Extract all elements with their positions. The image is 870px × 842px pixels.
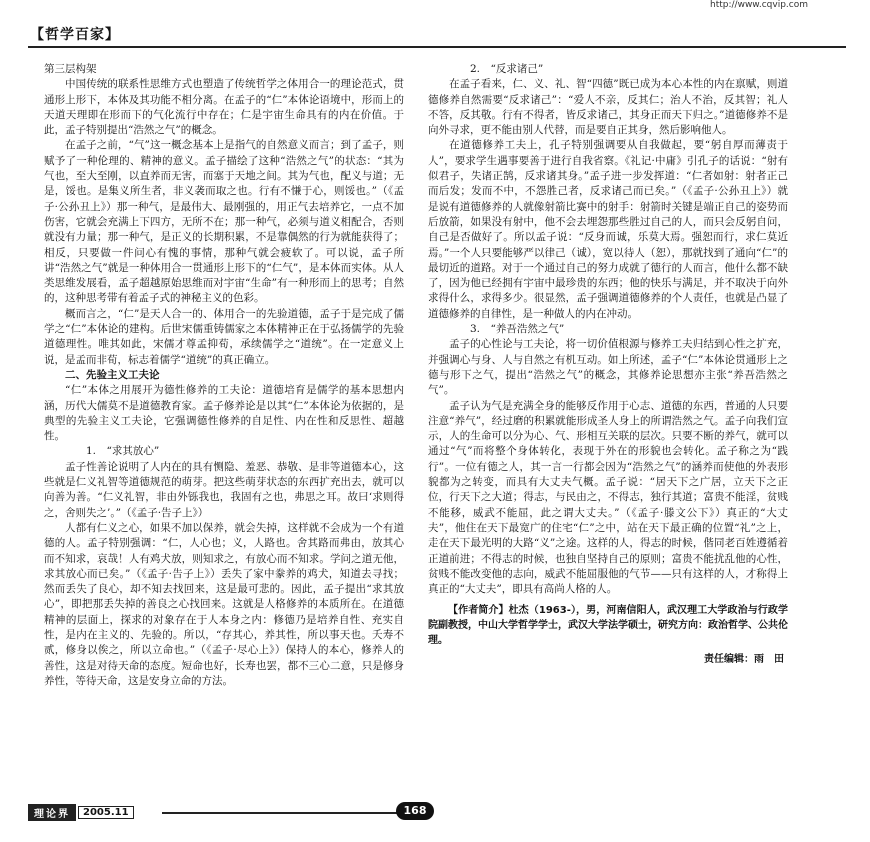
paragraph: 孟子的心性论与工夫论，将一切价值根源与修养工夫归结到心性之扩充，并强调心与身、人与自然之有机互动。如上所述，孟子“仁”本体论贯通形上之德与形下之气，提出“浩然之气”的概念，其修养论思想亦主张“养吾浩然之气”。 <box>428 338 788 397</box>
paragraph: “仁”本体之用展开为德性修养的工夫论：道德培育是儒学的基本思想内涵，历代大儒莫不是道德教育家。孟子修养论是以其“仁”本体论为依据的，是典型的先验主义工夫论，它强调德性修养的自足性、内在性和反思性、超越性。 <box>44 384 404 443</box>
author-note: 【作者简介】杜杰（1963-），男，河南信阳人，武汉理工大学政治与行政学院副教授，中山大学哲学学士，武汉大学法学硕士，研究方向：政治哲学、公共伦理。 <box>428 605 788 647</box>
journal-name: 理论界 <box>28 804 76 821</box>
page-number: 168 <box>396 802 434 820</box>
paragraph: 孟子认为气是充满全身的能够反作用于心志、道德的东西，普通的人只要注意“养气”，经过磨的积累就能形成圣人身上的所谓浩然之气。孟子向我们宣示，人的生命可以分为心、气、形相互关联的层次。只要不断的养气，就可以通过“气”而将整个身体转化，表现于外在的形貌也会转化。孟子称之为“践行”。一位有德之人，其一言一行都会因为“浩然之气”的涵养而使他的外表形貌都为之转变，而具有大丈夫气概。孟子说：“居天下之广居，立天下之正位，行天下之大道；得志，与民由之，不得志，独行其道；富贵不能淫，贫贱不能移，威武不能屈，此之谓大丈夫。”（《孟子·滕文公下》）真正的“大丈夫”，他住在天下最宽广的住宅“仁”之中，站在天下最正确的位置“礼”之上，走在天下最光明的大路“义”之途。这样的人，得志的时候，偕同老百姓遵循着正道前进；不得志的时候，也独自坚持自己的原则；富贵不能扰乱他的心性，贫贱不能改变他的志向，威武不能屈服他的气节——只有这样的人，才称得上真正的“大丈夫”，即具有高尚人格的人。 <box>428 399 788 596</box>
section-heading: 二、先验主义工夫论 <box>65 368 160 381</box>
paragraph: 人都有仁义之心，如果不加以保养，就会失掉，这样就不会成为一个有道德的人。孟子特别强调：“仁，人心也；义，人路也。舍其路而弗由，放其心而不知求，哀哉！人有鸡犬放，则知求之，有放心而不知求。学问之道无他，求其放心而已矣。”（《孟子·告子上》）丢失了家中豢养的鸡犬，知道去寻找；然而丢失了良心，却不知去找回来，这是最可悲的。因此，孟子提出“求其放心”，即把那丢失掉的善良之心找回来。这就是人格修养的本质所在。在道德精神的层面上，探求的对象存在于人本身之内：修德乃是培养自性、充实自性，是内在主义的、先验的。所以，“存其心，养其性，所以事天也。夭寿不贰，修身以俟之，所以立命也。”（《孟子·尽心上》）保持人的本心，修养人的善性，这是对待天命的态度。短命也好，长寿也罢，都不三心二意，只是修身养性，等待天命，这是安身立命的方法。 <box>44 521 404 687</box>
subsection-heading: 2. “反求诸己” <box>470 63 544 75</box>
site-url: http://www.cqvip.com <box>710 0 808 10</box>
paragraph: 在孟子之前，“气”这一概念基本上是指气的自然意义而言；到了孟子，则赋予了一种伦理的、精神的意义。孟子描绘了这种“浩然之气”的状态：“其为气也，至大至刚，以直养而无害，而塞于天地之间。其为气也，配义与道；无是，馁也。是集义所生者，非义袭而取之也。行有不慊于心，则馁也。”（《孟子·公孙丑上》）那一种气，是最伟大、最刚强的，用正气去培养它，一点不加伤害，它就会充满上下四方，无所不在；那一种气，必须与道义相配合，否则就没有力量；那一种气，是正义的长期积累，不是靠偶然的行为就能获得了；相反，只要做一件问心有愧的事情，那种气就会疲软了。可以说，孟子所讲“浩然之气”就是一种体用合一贯通形上形下的“仁气”，是本体而实体。从人类思维发展看，孟子超越原始思维而对宇宙“生命”有一种形而上的思考；自然的，这种思考带有着孟子式的神秘主义的色彩。 <box>44 139 404 305</box>
paragraph: 孟子性善论说明了人内在的具有恻隐、羞恶、恭敬、是非等道德本心，这些就是仁义礼智等道德规范的萌芽。把这些萌芽状态的东西扩充出去，就可以向善为善。“仁义礼智，非由外铄我也，我固有之也，弗思之耳。故曰‘求则得之，舍则失之’。”（《孟子·告子上》） <box>44 460 404 519</box>
footer-rule <box>162 812 402 814</box>
paragraph: 在孟子看来，仁、义、礼、智“四德”既已成为本心本性的内在禀赋，则道德修养自然需要“反求诸己”：“爱人不亲，反其仁；治人不治，反其智；礼人不答，反其敬。行有不得者，皆反求诸己，其身正而天下归之。”道德修养不是向外寻求，更不能由别人代替，而是要自正其身，然后影响他人。 <box>428 78 788 137</box>
paragraph: 在道德修养工夫上，孔子特别强调要从自我做起，要“躬自厚而薄责于人”，要求学生遇事要善于进行自我省察。《礼记·中庸》引孔子的话说：“射有似君子，失诸正鹄，反求诸其身。”孟子进一步发挥道：“仁者如射：射者正己而后发；发而不中，不怨胜己者，反求诸己而已矣。”（《孟子·公孙丑上》）就是说有道德修养的人就像射箭比赛中的射手：射箭时关键是端正自己的姿势而后放箭，如果没有射中，他不会去埋怨那些胜过自己的人，而只会反躬自问，自己是否做好了。所以孟子说：“反身而诚，乐莫大焉。强恕而行，求仁莫近焉。”一个人只要能够严以律己（诚），宽以待人（恕），那就找到了通向“仁”的最切近的道路。对于一个通过自己的努力成就了德行的人而言，他什么都不缺了，因为他已经拥有宇宙中最珍贵的东西；他的快乐与满足，并不取决于向外求得什么，求得多少。很显然，孟子强调道德修养的个人责任，也就是凸显了道德修养的自律性，是一种做人的内在冲动。 <box>428 139 788 320</box>
left-column <box>44 62 404 792</box>
footer <box>28 805 134 819</box>
paragraph: 中国传统的联系性思维方式也塑造了传统哲学之体用合一的理论范式，贯通形上形下，本体及其功能不相分离。在孟子的“仁”本体论语境中，形而上的天道天理即在形而下的气化流行中存在；仁是宇宙生命具有的内在价值。于此，孟子特别提出“浩然之气”的概念。 <box>44 78 404 137</box>
subsection-heading: 第三层构架 <box>44 63 97 75</box>
header-rule <box>28 46 846 48</box>
section-header: 【哲学百家】 <box>30 27 120 43</box>
subsection-heading: 3. “养吾浩然之气” <box>470 323 565 336</box>
right-column <box>428 62 788 792</box>
paragraph: 概而言之，“仁”是天人合一的、体用合一的先验道德，孟子于是完成了儒学之“仁”本体论的建构。后世宋儒重铸儒家之本体精神正在于弘扬儒学的先验道德理性。唯其如此，宋儒才尊孟抑荀，承续儒学之“道统”。在一定意义上说，是孟而非荀，标志着儒学“道统”的真正确立。 <box>44 307 404 366</box>
editor-credit: 责任编辑：雨 田 <box>704 654 784 666</box>
issue-number: 2005.11 <box>78 806 134 819</box>
subsection-heading: 1. “求其放心” <box>86 445 160 458</box>
